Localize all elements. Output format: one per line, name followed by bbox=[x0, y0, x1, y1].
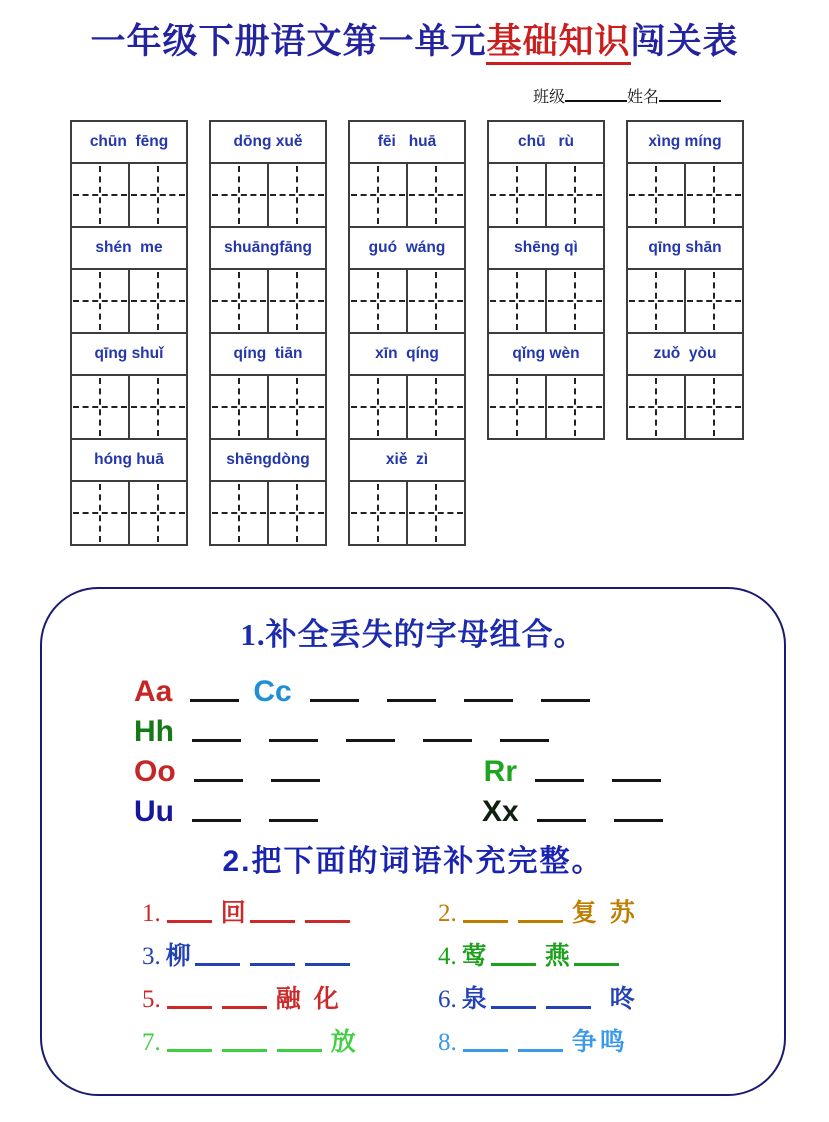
word-block bbox=[72, 122, 186, 228]
tianzige-box bbox=[350, 270, 406, 332]
tianzige-box bbox=[406, 376, 464, 438]
writing-grid bbox=[72, 376, 186, 440]
word-block bbox=[211, 334, 325, 440]
letter-rows bbox=[134, 667, 784, 827]
answer-blank bbox=[250, 920, 295, 923]
pinyin-word: xìng míng bbox=[628, 122, 742, 164]
word-text: 争鸣 bbox=[571, 1028, 628, 1057]
tianzige-box bbox=[628, 270, 684, 332]
tianzige-box bbox=[211, 376, 267, 438]
answer-blank bbox=[194, 779, 243, 782]
answer-blank bbox=[277, 1049, 322, 1052]
answer-blank bbox=[574, 963, 619, 966]
tianzige-box bbox=[628, 376, 684, 438]
pinyin-grid bbox=[70, 120, 744, 546]
answer-blank bbox=[305, 920, 350, 923]
item-number: 7. bbox=[142, 1029, 161, 1057]
exercise2-heading: 2.把下面的词语补充完整。 bbox=[222, 845, 604, 879]
tianzige-box bbox=[72, 164, 128, 226]
answer-blank bbox=[518, 1049, 563, 1052]
tianzige-box bbox=[72, 376, 128, 438]
word-block bbox=[211, 122, 325, 228]
pinyin-word: xīn qíng bbox=[350, 334, 464, 376]
answer-blank bbox=[192, 739, 241, 742]
answer-blank bbox=[269, 819, 318, 822]
answer-blank bbox=[612, 779, 661, 782]
word-item bbox=[142, 893, 438, 926]
item-number: 5. bbox=[142, 986, 161, 1014]
word-item bbox=[142, 979, 438, 1012]
tianzige-box bbox=[545, 376, 603, 438]
answer-blank bbox=[192, 819, 241, 822]
answer-blank bbox=[195, 963, 240, 966]
writing-grid bbox=[489, 376, 603, 438]
answer-blank bbox=[518, 920, 563, 923]
word-block bbox=[350, 228, 464, 334]
answer-blank bbox=[250, 963, 295, 966]
answer-blank bbox=[491, 1006, 536, 1009]
word-item bbox=[142, 1022, 438, 1055]
pinyin-word: qǐng wèn bbox=[489, 334, 603, 376]
answer-blank bbox=[535, 779, 584, 782]
word-block bbox=[628, 122, 742, 228]
writing-grid bbox=[72, 482, 186, 544]
answer-blank bbox=[541, 699, 590, 702]
class-name-line bbox=[533, 84, 721, 107]
writing-grid bbox=[211, 164, 325, 228]
writing-grid bbox=[489, 164, 603, 228]
tianzige-box bbox=[406, 164, 464, 226]
tianzige-box bbox=[489, 164, 545, 226]
answer-blank bbox=[167, 920, 212, 923]
answer-blank bbox=[463, 1049, 508, 1052]
class-label: 班级 bbox=[533, 89, 566, 106]
letter-pair: Aa bbox=[134, 675, 173, 709]
pinyin-word: qíng tiān bbox=[211, 334, 325, 376]
pinyin-word: shēng qì bbox=[489, 228, 603, 270]
title-highlight: 基础知识 bbox=[486, 22, 630, 65]
exercise1-heading: 1.补全丢失的字母组合。 bbox=[240, 617, 586, 652]
tianzige-box bbox=[489, 376, 545, 438]
answer-blank bbox=[346, 739, 395, 742]
answer-blank bbox=[190, 699, 239, 702]
word-items bbox=[142, 893, 784, 1055]
answer-blank bbox=[423, 739, 472, 742]
letter-pair: Rr bbox=[483, 755, 518, 789]
word-block bbox=[72, 440, 186, 544]
writing-grid bbox=[628, 164, 742, 228]
tianzige-box bbox=[545, 164, 603, 226]
word-text: 回 bbox=[220, 899, 249, 928]
tianzige-box bbox=[128, 270, 186, 332]
letter-pair: Xx bbox=[482, 795, 519, 829]
page-title bbox=[0, 14, 829, 64]
tianzige-box bbox=[684, 164, 742, 226]
tianzige-box bbox=[489, 270, 545, 332]
answer-blank bbox=[167, 1006, 212, 1009]
word-text: 放 bbox=[330, 1028, 359, 1057]
answer-blank bbox=[464, 699, 513, 702]
word-text: 泉 bbox=[461, 985, 490, 1014]
tianzige-box bbox=[211, 270, 267, 332]
letter-row bbox=[134, 707, 784, 747]
writing-grid bbox=[489, 270, 603, 334]
letter-row bbox=[134, 667, 784, 707]
item-number: 3. bbox=[142, 943, 161, 971]
writing-grid bbox=[628, 376, 742, 438]
word-item bbox=[438, 936, 784, 969]
tianzige-box bbox=[267, 482, 325, 544]
pinyin-column bbox=[348, 120, 466, 546]
writing-grid bbox=[72, 164, 186, 228]
tianzige-box bbox=[684, 270, 742, 332]
pinyin-word: xiě zì bbox=[350, 440, 464, 482]
item-number: 6. bbox=[438, 986, 457, 1014]
word-block bbox=[350, 440, 464, 544]
pinyin-word: shén me bbox=[72, 228, 186, 270]
word-block bbox=[72, 228, 186, 334]
pinyin-word: chū rù bbox=[489, 122, 603, 164]
letter-pair: Uu bbox=[134, 795, 174, 829]
word-block bbox=[489, 122, 603, 228]
tianzige-box bbox=[128, 482, 186, 544]
item-number: 8. bbox=[438, 1029, 457, 1057]
word-text: 融 化 bbox=[275, 985, 342, 1014]
letter-row bbox=[134, 747, 784, 787]
tianzige-box bbox=[350, 482, 406, 544]
tianzige-box bbox=[267, 164, 325, 226]
writing-grid bbox=[350, 482, 464, 544]
item-number: 2. bbox=[438, 900, 457, 928]
pinyin-word: zuǒ yòu bbox=[628, 334, 742, 376]
word-item bbox=[142, 936, 438, 969]
answer-blank bbox=[269, 739, 318, 742]
letter-row bbox=[134, 787, 784, 827]
pinyin-word: qīng shān bbox=[628, 228, 742, 270]
word-text: 复 苏 bbox=[571, 899, 638, 928]
pinyin-word: qīng shuǐ bbox=[72, 334, 186, 376]
word-block bbox=[72, 334, 186, 440]
word-item bbox=[438, 979, 784, 1012]
answer-blank bbox=[546, 1006, 591, 1009]
letter-pair: Cc bbox=[253, 675, 292, 709]
answer-blank bbox=[222, 1006, 267, 1009]
answer-blank bbox=[537, 819, 586, 822]
pinyin-word: fēi huā bbox=[350, 122, 464, 164]
word-block bbox=[211, 228, 325, 334]
writing-grid bbox=[211, 376, 325, 440]
tianzige-box bbox=[267, 376, 325, 438]
word-text: 莺 bbox=[461, 942, 490, 971]
pinyin-word: dōng xuě bbox=[211, 122, 325, 164]
pinyin-word: chūn fēng bbox=[72, 122, 186, 164]
writing-grid bbox=[350, 376, 464, 440]
answer-blank bbox=[387, 699, 436, 702]
answer-blank bbox=[222, 1049, 267, 1052]
word-text: 咚 bbox=[599, 985, 638, 1014]
letter-pair: Oo bbox=[134, 755, 176, 789]
answer-blank bbox=[310, 699, 359, 702]
tianzige-box bbox=[684, 376, 742, 438]
word-block bbox=[211, 440, 325, 544]
title-part1: 一年级下册语文第一单元 bbox=[90, 22, 487, 61]
tianzige-box bbox=[267, 270, 325, 332]
pinyin-word: shuāngfāng bbox=[211, 228, 325, 270]
tianzige-box bbox=[72, 482, 128, 544]
answer-blank bbox=[167, 1049, 212, 1052]
pinyin-column bbox=[626, 120, 744, 440]
letter-pair: Hh bbox=[134, 715, 174, 749]
writing-grid bbox=[72, 270, 186, 334]
word-block bbox=[350, 122, 464, 228]
tianzige-box bbox=[128, 164, 186, 226]
word-block bbox=[628, 334, 742, 438]
word-block bbox=[628, 228, 742, 334]
word-text: 燕 bbox=[544, 942, 573, 971]
pinyin-word: shēngdòng bbox=[211, 440, 325, 482]
tianzige-box bbox=[545, 270, 603, 332]
pinyin-word: hóng huā bbox=[72, 440, 186, 482]
writing-grid bbox=[350, 270, 464, 334]
tianzige-box bbox=[211, 482, 267, 544]
pinyin-column bbox=[209, 120, 327, 546]
class-blank-line bbox=[565, 85, 627, 102]
answer-blank bbox=[305, 963, 350, 966]
answer-blank bbox=[271, 779, 320, 782]
tianzige-box bbox=[350, 376, 406, 438]
word-item bbox=[438, 1022, 784, 1055]
tianzige-box bbox=[406, 270, 464, 332]
writing-grid bbox=[211, 482, 325, 544]
pinyin-column bbox=[487, 120, 605, 440]
word-block bbox=[350, 334, 464, 440]
answer-blank bbox=[614, 819, 663, 822]
tianzige-box bbox=[406, 482, 464, 544]
word-block bbox=[489, 334, 603, 438]
pinyin-word: guó wáng bbox=[350, 228, 464, 270]
item-number: 1. bbox=[142, 900, 161, 928]
word-text: 柳 bbox=[165, 942, 194, 971]
answer-blank bbox=[491, 963, 536, 966]
answer-blank bbox=[500, 739, 549, 742]
name-label: 姓名 bbox=[627, 89, 660, 106]
writing-grid bbox=[211, 270, 325, 334]
answer-blank bbox=[463, 920, 508, 923]
writing-grid bbox=[628, 270, 742, 334]
tianzige-box bbox=[211, 164, 267, 226]
writing-grid bbox=[350, 164, 464, 228]
tianzige-box bbox=[628, 164, 684, 226]
word-block bbox=[489, 228, 603, 334]
item-number: 4. bbox=[438, 943, 457, 971]
tianzige-box bbox=[128, 376, 186, 438]
tianzige-box bbox=[350, 164, 406, 226]
word-item bbox=[438, 893, 784, 926]
exercise-box bbox=[40, 587, 786, 1096]
name-blank-line bbox=[659, 85, 721, 102]
pinyin-column bbox=[70, 120, 188, 546]
tianzige-box bbox=[72, 270, 128, 332]
title-part2: 闯关表 bbox=[630, 22, 739, 61]
